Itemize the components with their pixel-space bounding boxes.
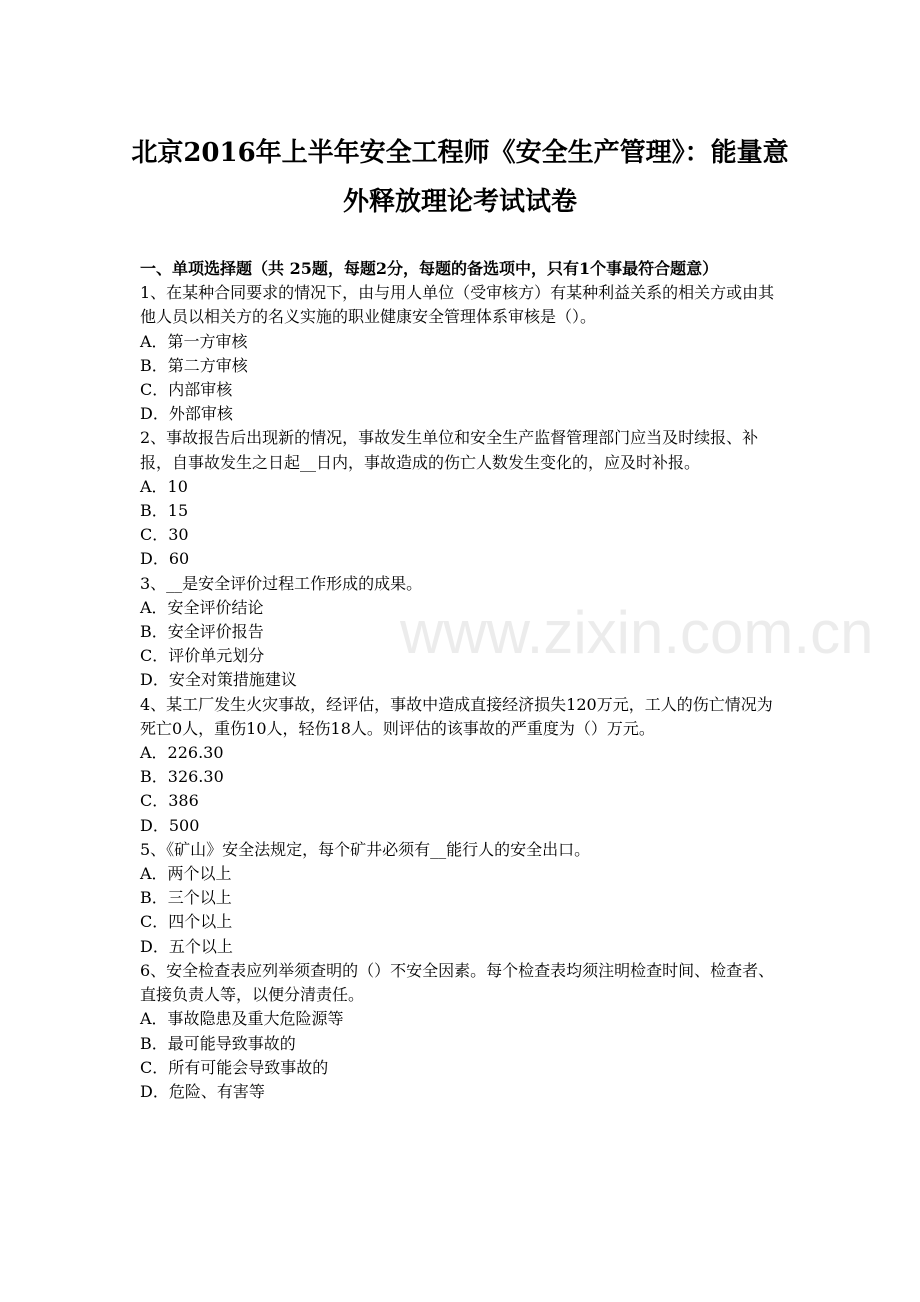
option-c: C．所有可能会导致事故的 — [140, 1057, 329, 1077]
option-b: B．15 — [140, 501, 189, 521]
question-1 — [140, 281, 785, 426]
question-stem: 4、某工厂发生火灾事故，经评估，事故中造成直接经济损失120万元，工人的伤亡情况为死亡0人，重伤10人，轻伤18人。则评估的该事故的严重度为（）万元。 — [140, 694, 773, 738]
question-stem: 6、安全检查表应列举须查明的（）不安全因素。每个检查表均须注明检查时间、检查者、直接负责人等，以便分清责任。 — [140, 960, 775, 1005]
option-b: B．第二方审核 — [140, 355, 248, 375]
option-b: B．最可能导致事故的 — [140, 1033, 296, 1053]
option-a: A．安全评价结论 — [140, 597, 264, 617]
option-a: A．10 — [140, 476, 188, 496]
option-a: A．两个以上 — [140, 864, 232, 884]
option-d: D．危险、有害等 — [140, 1081, 265, 1101]
option-d: D．500 — [140, 815, 200, 835]
question-stem: 1、在某种合同要求的情况下，由与用人单位（受审核方）有某种利益关系的相关方或由其他人员以相关方的名义实施的职业健康安全管理体系审核是（）。 — [140, 283, 775, 327]
option-d: D．60 — [140, 549, 190, 569]
question-stem: 2、事故报告后出现新的情况，事故发生单位和安全生产监督管理部门应当及时续报、补报，自事故发生之日起__日内，事故造成的伤亡人数发生变化的，应及时补报。 — [140, 428, 759, 472]
question-4 — [140, 693, 785, 838]
question-3 — [140, 572, 785, 693]
option-d: D．五个以上 — [140, 936, 233, 956]
option-b: B．安全评价报告 — [140, 622, 264, 642]
document-body — [140, 257, 785, 1104]
option-b: B．326.30 — [140, 767, 224, 787]
option-c: C．四个以上 — [140, 912, 233, 932]
option-c: C．评价单元划分 — [140, 646, 265, 666]
section-heading: 一、单项选择题（共 25题，每题2分，每题的备选项中，只有1个事最符合题意） — [140, 259, 719, 278]
question-5 — [140, 838, 785, 959]
document-title-line-2: 外释放理论考试试卷 — [342, 187, 577, 217]
option-a: A．226.30 — [140, 743, 224, 763]
option-a: A．事故隐患及重大危险源等 — [140, 1009, 344, 1029]
option-c: C．386 — [140, 791, 199, 811]
option-a: A．第一方审核 — [140, 331, 248, 351]
option-d: D．外部审核 — [140, 404, 233, 424]
question-stem: 3、__是安全评价过程工作形成的成果。 — [140, 573, 423, 593]
watermark-text: www.zixin.com.cn — [400, 599, 874, 666]
option-c: C．30 — [140, 525, 189, 545]
option-c: C．内部审核 — [140, 380, 233, 400]
option-b: B．三个以上 — [140, 888, 232, 908]
document-title-line-1: 北京2016年上半年安全工程师《安全生产管理》：能量意 — [131, 138, 789, 168]
question-6 — [140, 959, 785, 1104]
question-2 — [140, 426, 785, 571]
question-stem: 5、《矿山》安全法规定，每个矿井必须有__能行人的安全出口。 — [140, 839, 591, 859]
option-d: D．安全对策措施建议 — [140, 670, 297, 690]
